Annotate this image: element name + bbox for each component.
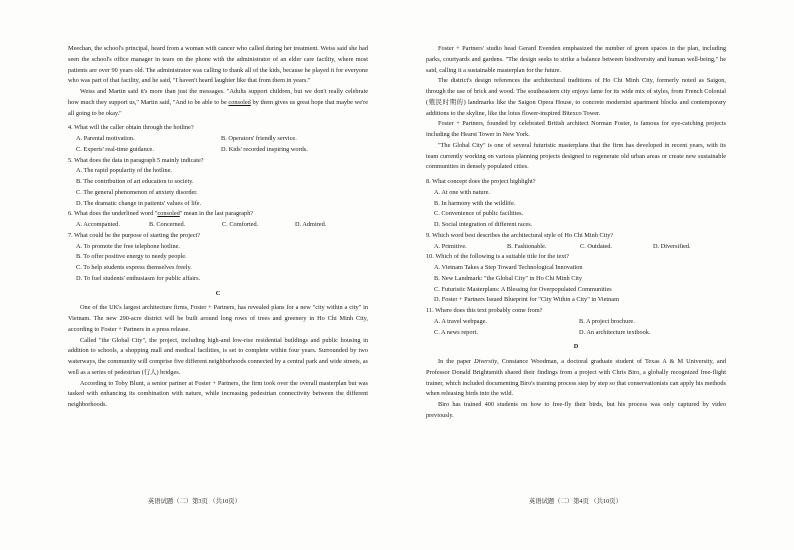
underlined-word: consoled	[157, 210, 180, 218]
page-footer: 英语试题（二）第3页 （共10页）	[148, 498, 241, 505]
option: A. Parental motivation.	[76, 135, 135, 142]
options-row	[76, 134, 368, 145]
options-row	[76, 220, 368, 231]
paragraph: Biro has trained 400 students on how to free-fly their birds, but his process was only captured by video previously.	[426, 401, 726, 419]
underlined-word: consoled	[228, 98, 251, 106]
option: D. An architecture textbook.	[579, 328, 651, 336]
options-row	[76, 145, 368, 156]
question-10: 10. Which of the following is a suitable title for the text?	[426, 253, 569, 261]
left-column	[68, 44, 368, 411]
paragraph: One of the UK's largest architecture firms, Foster + Partners, has revealed plans for a new "city within a city" in Vietnam. The new 290-acre district will be built around long rows of trees and greenery in Ho Chi Minh City, according to Foster + Partners in a press release.	[68, 304, 368, 333]
paragraph: Foster + Partners' studio head Gerard Evenden emphasized the number of green spaces in the plan, including parks, courtyards and gardens. "The design seeks to strike a balance between biodiversity and human well-being," he said, calling it a sustainable masterplan for the future.	[426, 45, 726, 74]
option: B. In harmony with the wildlife.	[434, 199, 516, 207]
paragraph: "The Global City" is one of several futuristic masterplans that the firm has developed in recent years, with its team currently working on various planning projects designed to regenerate old urban areas or create new sustainable communities in densely populated cities.	[426, 141, 726, 171]
option: A. At one with nature.	[434, 188, 490, 196]
paragraph: In the paper Diversity, Constance Woodman, a doctoral graduate student of Texas A & M University, and Professor Donald Brightsmith shared their findings from a project with Chris Biro, a globally recognized free-flight trainer, which included documenting Biro's training process step by step so that conservationists can apply his methods when releasing birds into the wild.	[426, 358, 726, 398]
option: D. Social integration of different races.	[434, 221, 533, 228]
options-row	[434, 242, 726, 253]
right-column	[426, 44, 726, 422]
section-c-heading: C	[215, 289, 221, 297]
option: D. To fuel students' enthusiasm for public affairs.	[76, 274, 201, 282]
option: C. The general phenomenon of anxiety disorder.	[76, 188, 198, 196]
option: B. A project brochure.	[579, 317, 635, 325]
option: C. Futuristic Masterplans: A Blessing for Overpopulated Communities	[434, 285, 612, 293]
option: B. Concerned.	[149, 221, 186, 228]
option: A. A travel webpage.	[434, 317, 487, 325]
option: B. New Landmark: "the Global City" in Ho Chi Minh City	[434, 274, 583, 282]
question-11: 11. Where does this text probably come from?	[426, 307, 543, 314]
option: C. A news report.	[434, 328, 478, 336]
paragraph: Called "the Global City", the project, including high-and low-rise residential buildings and public housing in addition to schools, a shopping mall and medical facilities, is set to complete within four years. Surrounded by two waterways, the community will comprise five different neighborhoods connected by a central park and wide streets, as well as a series of pedestrian (行人) bridges.	[68, 336, 368, 376]
options-row	[434, 317, 726, 328]
option: B. The contribution of art education to society.	[76, 178, 194, 185]
paragraph: Weiss and Martin said it's more than just the messages. "Adults support children, but we don't really celebrate how much they support us," Martin said, "And to be able to be consoled by them gives us great hope that maybe we're all going to be okay."	[68, 88, 369, 117]
option: C. Experts' real-time guidance.	[76, 145, 154, 153]
paragraph: The district's design references the architectural traditions of Ho Chi Minh City, formerly noted as Saigon, through the use of brick and wood. The southeastern city enjoys fame for its wide mix of styles, from French Colonial (殖民时期的) landmarks like the Saigon Opera House, to concrete modernist apartment blocks and contemporary additions to the skyline, like the lotus flower-inspired Bitexco Tower.	[426, 77, 726, 117]
option: C. Outdated.	[580, 242, 613, 250]
question-8: 8. What concept does the project highlight?	[426, 178, 536, 185]
options-row	[434, 328, 726, 339]
option: C. To help students express themselves freely.	[76, 264, 192, 271]
option: A. Accompanied.	[76, 221, 120, 228]
option: A. The rapid popularity of the hotline.	[76, 167, 173, 175]
option: B. To offer positive energy to needy people.	[76, 253, 187, 261]
option: D. Admired.	[295, 221, 327, 228]
paragraph: According to Toby Blunt, a senior partner at Foster + Partners, the firm took over the overall masterplan but was tasked with enhancing its combination with nature, while increasing pedestrian connectivity between the different neighborhoods.	[68, 379, 368, 408]
option: A. Primitive.	[434, 242, 467, 250]
paragraph: Foster + Partners, founded by celebrated British architect Norman Foster, is famous for eye-catching projects including the Hearst Tower in New York.	[426, 120, 726, 138]
option: C. Comforted.	[222, 221, 259, 228]
option: C. Convenience of public facilities.	[434, 210, 524, 218]
question-4: 4. What will the caller obtain through the hotline?	[68, 124, 194, 132]
option: A. To promote the free telephone hotline.	[76, 242, 181, 250]
paragraph: Meechan, the school's principal, heard from a woman with cancer who called during her treatment. Weiss said she had seen the school's office manager in tears on the phone with the administrator of an elder care facility, where most patients are over 90 years old. The administrator was calling to thank all of the kids, because he played it for everyone who was part of that facility, and he said, "I haven't heard laughter like that from them in years."	[68, 45, 368, 85]
option: D. The dramatic change in patients' values of life.	[76, 199, 202, 207]
option: D. Diversified.	[653, 242, 691, 250]
right-page	[397, 0, 794, 550]
question-7: 7. What could be the purpose of starting the project?	[68, 231, 201, 239]
option: A. Vietnam Takes a Step Toward Technological Innovation	[434, 264, 583, 271]
option: D. Foster + Partners Issued Blueprint for "City Within a City" in Vietnam	[434, 296, 619, 304]
question-5: 5. What does the data in paragraph 5 mainly indicate?	[68, 156, 204, 164]
option: D. Kids' recorded inspiring words.	[221, 145, 308, 153]
section-d-heading: D	[573, 343, 579, 351]
page-footer: 英语试题（二）第4页 （共10页）	[529, 498, 622, 505]
question-9: 9. Which word best describes the architectural style of Ho Chi Minh City?	[426, 231, 614, 239]
question-6: 6. What does the underlined word "consoled" mean in the last paragraph?	[68, 210, 254, 218]
option: B. Operators' friendly service.	[221, 135, 297, 142]
option: B. Fashionable.	[507, 242, 547, 250]
